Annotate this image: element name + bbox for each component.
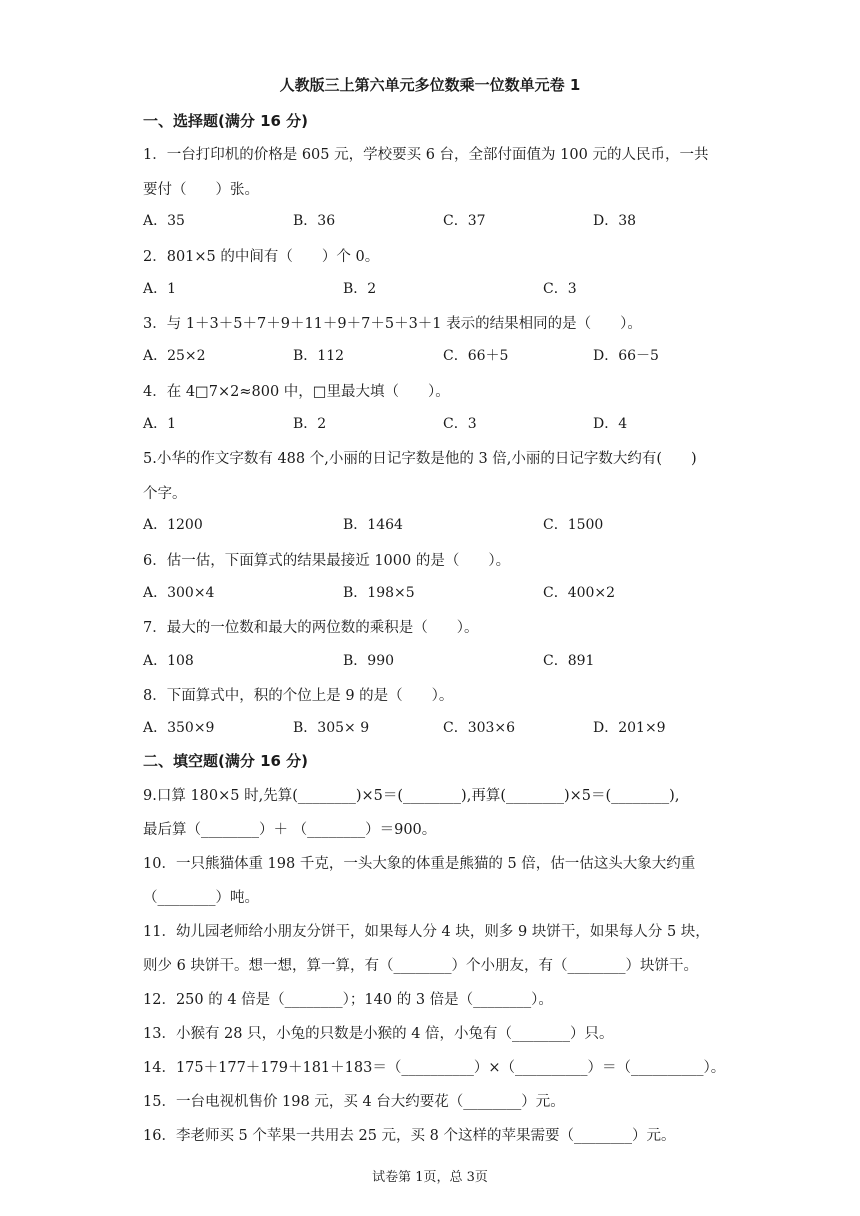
question-3-text: 3．与 1＋3＋5＋7＋9＋11＋9＋7＋5＋3＋1 表示的结果相同的是（ ）。 (143, 316, 642, 332)
question-12-text: 12．250 的 4 倍是（________）；140 的 3 倍是（________）。 (143, 992, 553, 1008)
question-13-text: 13．小猴有 28 只，小兔的只数是小猴的 4 倍，小兔有（________）只。 (143, 1026, 614, 1042)
q5-option-b: B．1464 (343, 517, 403, 533)
question-8-text: 8．下面算式中，积的个位上是 9 的是（ ）。 (143, 688, 454, 704)
q4-option-b: B．2 (293, 416, 327, 432)
q5-option-c: C．1500 (543, 517, 604, 533)
q4-option-d: D．4 (593, 416, 628, 432)
q2-option-a: A．1 (143, 281, 177, 297)
q8-option-c: C．303×6 (443, 720, 516, 736)
q1-option-a: A．35 (143, 213, 185, 229)
q8-option-b: B．305× 9 (293, 720, 370, 736)
question-7-text: 7．最大的一位数和最大的两位数的乘积是（ ）。 (143, 620, 479, 636)
q3-option-c: C．66＋5 (443, 348, 509, 364)
question-10-text: 10．一只熊猫体重 198 千克，一头大象的体重是熊猫的 5 倍，估一估这头大象大约重 (143, 856, 696, 872)
q6-option-b: B．198×5 (343, 585, 415, 601)
question-15-text: 15．一台电视机售价 198 元，买 4 台大约要花（________）元。 (143, 1094, 565, 1110)
question-5-text: 5.小华的作文字数有 488 个,小丽的日记字数是他的 3 倍,小丽的日记字数大约有( ) (143, 451, 697, 467)
q3-option-a: A．25×2 (143, 348, 206, 364)
page-footer: 试卷第 1页，总 3页 (372, 1170, 488, 1185)
q2-option-c: C．3 (543, 281, 577, 297)
q1-option-c: C．37 (443, 213, 486, 229)
q8-option-d: D．201×9 (593, 720, 666, 736)
q2-option-b: B．2 (343, 281, 377, 297)
question-14-text: 14．175＋177＋179＋181＋183＝（__________）×（__________）＝（__________）。 (143, 1060, 726, 1076)
question-4-text: 4．在 4□7×2≈800 中，□里最大填（ ）。 (143, 384, 450, 400)
question-16-text: 16．李老师买 5 个苹果一共用去 25 元，买 8 个这样的苹果需要（________）元。 (143, 1128, 676, 1144)
q3-option-d: D．66－5 (593, 348, 659, 364)
section-heading-fill: 二、填空题(满分 16 分) (143, 752, 309, 770)
question-11-text-cont: 则少 6 块饼干。想一想，算一算，有（________）个小朋友，有（________）块饼干。 (143, 958, 698, 974)
q7-option-c: C．891 (543, 653, 595, 669)
q4-option-a: A．1 (143, 416, 177, 432)
question-1-text: 1．一台打印机的价格是 605 元，学校要买 6 台，全部付面值为 100 元的人民币，一共 (143, 147, 709, 163)
question-2-text: 2．801×5 的中间有（ ）个 0。 (143, 249, 380, 265)
q3-option-b: B．112 (293, 348, 345, 364)
q4-option-c: C．3 (443, 416, 477, 432)
question-9-text: 9.口算 180×5 时,先算(________)×5＝(________),再算(________)×5＝(________), (143, 788, 680, 804)
q8-option-a: A．350×9 (143, 720, 215, 736)
q6-option-a: A．300×4 (143, 585, 215, 601)
q7-option-b: B．990 (343, 653, 395, 669)
q1-option-b: B．36 (293, 213, 336, 229)
question-6-text: 6．估一估，下面算式的结果最接近 1000 的是（ ）。 (143, 553, 511, 569)
q5-option-a: A．1200 (143, 517, 203, 533)
question-5-text-cont: 个字。 (143, 486, 187, 502)
section-heading-choice: 一、选择题(满分 16 分) (143, 112, 309, 130)
question-1-text-cont: 要付（ ）张。 (143, 182, 259, 198)
q1-option-d: D．38 (593, 213, 637, 229)
q7-option-a: A．108 (143, 653, 194, 669)
page-title: 人教版三上第六单元多位数乘一位数单元卷 1 (279, 76, 581, 94)
question-11-text: 11．幼儿园老师给小朋友分饼干，如果每人分 4 块，则多 9 块饼干，如果每人分 5 块， (143, 924, 710, 940)
q6-option-c: C．400×2 (543, 585, 616, 601)
question-10-text-cont: （________）吨。 (143, 890, 259, 906)
question-9-text-cont: 最后算（________）＋ （________）＝900。 (143, 822, 437, 838)
